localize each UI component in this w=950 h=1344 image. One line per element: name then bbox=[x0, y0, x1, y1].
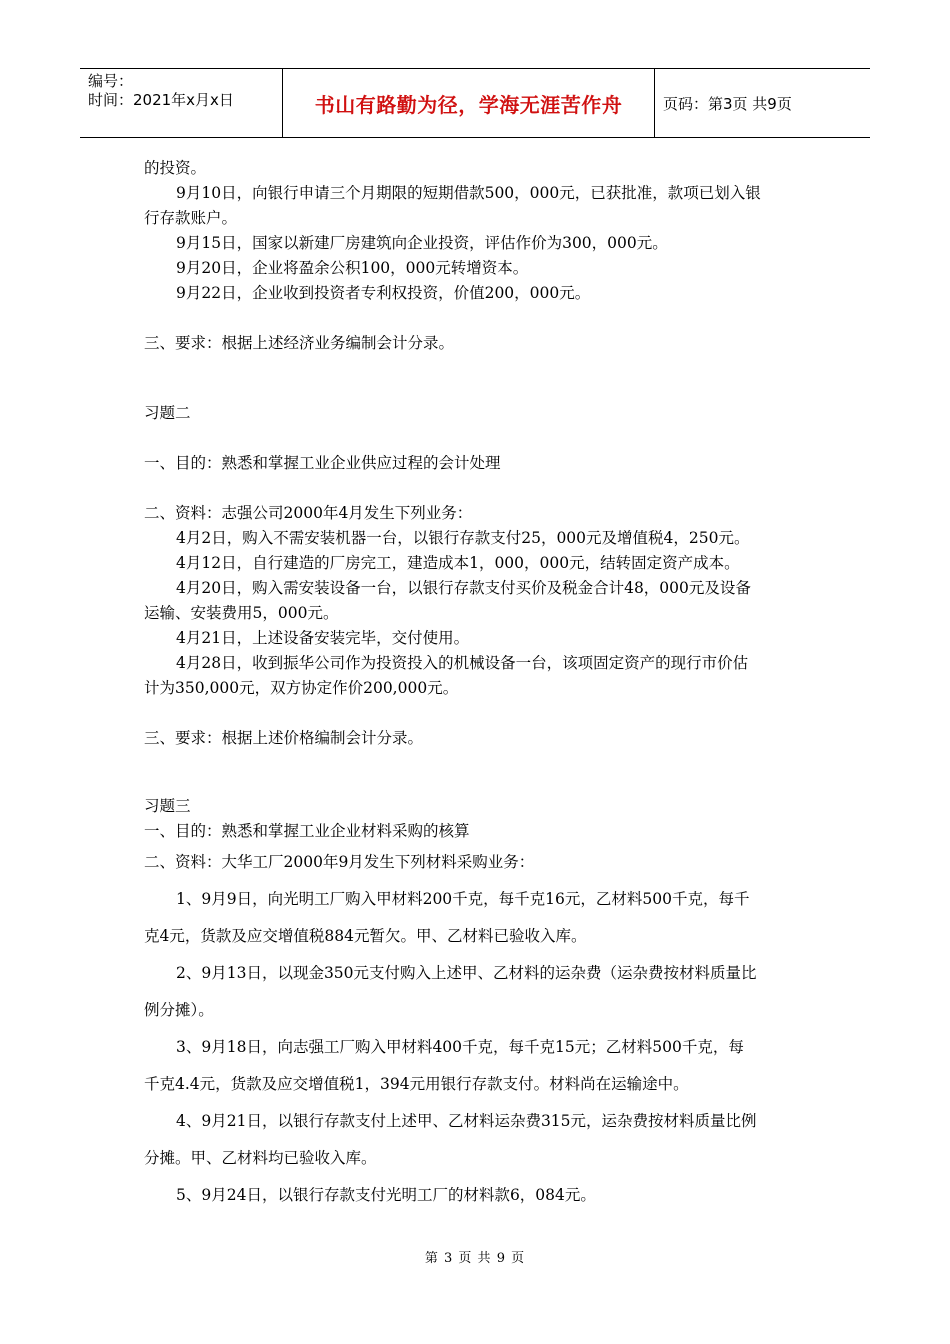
paragraph-continuation: 运输、安装费用5，000元。 bbox=[144, 604, 339, 622]
page-header bbox=[80, 68, 870, 138]
objective-heading: 一、目的：熟悉和掌握工业企业材料采购的核算 bbox=[144, 822, 470, 840]
material-heading: 二、资料：志强公司2000年4月发生下列业务： bbox=[144, 504, 473, 522]
paragraph-continuation: 计为350,000元，双方协定作价200,000元。 bbox=[144, 679, 459, 697]
header-meta-cell bbox=[80, 69, 283, 137]
paragraph: 1、9月9日，向光明工厂购入甲材料200千克，每千克16元，乙材料500千克，每千 bbox=[176, 890, 750, 908]
page-info: 页码：第3页 共9页 bbox=[663, 94, 792, 113]
paragraph-continuation: 分摊。甲、乙材料均已验收入库。 bbox=[144, 1149, 377, 1167]
paragraph: 4月12日，自行建造的厂房完工，建造成本1，000，000元，结转固定资产成本。 bbox=[176, 554, 740, 572]
paragraph: 4月21日，上述设备安装完毕，交付使用。 bbox=[176, 629, 470, 647]
requirement-heading: 三、要求：根据上述经济业务编制会计分录。 bbox=[144, 334, 455, 352]
paragraph: 9月20日，企业将盈余公积100，000元转增资本。 bbox=[176, 259, 529, 277]
paragraph: 5、9月24日，以银行存款支付光明工厂的材料款6，084元。 bbox=[176, 1186, 596, 1204]
objective-heading: 一、目的：熟悉和掌握工业企业供应过程的会计处理 bbox=[144, 454, 501, 472]
paragraph-continuation: 例分摊）。 bbox=[144, 1001, 214, 1019]
exercise-title: 习题三 bbox=[144, 797, 191, 815]
material-heading: 二、资料：大华工厂2000年9月发生下列材料采购业务： bbox=[144, 853, 535, 871]
paragraph: 4月20日，购入需安装设备一台，以银行存款支付买价及税金合计48，000元及设备 bbox=[176, 579, 751, 597]
paragraph: 4月28日，收到振华公司作为投资投入的机械设备一台，该项固定资产的现行市价估 bbox=[176, 654, 749, 672]
paragraph-continuation: 克4元，货款及应交增值税884元暂欠。甲、乙材料已验收入库。 bbox=[144, 927, 587, 945]
paragraph: 9月22日，企业收到投资者专利权投资，价值200，000元。 bbox=[176, 284, 591, 302]
exercise-title: 习题二 bbox=[144, 404, 191, 422]
paragraph: 9月15日，国家以新建厂房建筑向企业投资，评估作价为300，000元。 bbox=[176, 234, 668, 252]
paragraph: 2、9月13日，以现金350元支付购入上述甲、乙材料的运杂费（运杂费按材料质量比 bbox=[176, 964, 757, 982]
document-body bbox=[144, 156, 810, 1214]
paragraph-continuation: 千克4.4元，货款及应交增值税1，394元用银行存款支付。材料尚在运输途中。 bbox=[144, 1075, 689, 1093]
paragraph: 3、9月18日，向志强工厂购入甲材料400千克，每千克15元；乙材料500千克，每 bbox=[176, 1038, 744, 1056]
motto-text: 书山有路勤为径，学海无涯苦作舟 bbox=[314, 92, 623, 117]
paragraph: 4、9月21日，以银行存款支付上述甲、乙材料运杂费315元，运杂费按材料质量比例 bbox=[176, 1112, 757, 1130]
header-page-cell bbox=[655, 69, 870, 137]
time-label: 时间：2021年x月x日 bbox=[88, 91, 234, 109]
number-label: 编号： bbox=[88, 72, 134, 90]
header-motto-cell bbox=[283, 69, 655, 137]
paragraph: 9月10日，向银行申请三个月期限的短期借款500，000元，已获批准，款项已划入银 bbox=[176, 184, 761, 202]
requirement-heading: 三、要求：根据上述价格编制会计分录。 bbox=[144, 729, 424, 747]
paragraph-continuation: 行存款账户。 bbox=[144, 209, 238, 227]
page-footer: 第 3 页 共 9 页 bbox=[424, 1251, 526, 1266]
paragraph: 4月2日，购入不需安装机器一台，以银行存款支付25，000元及增值税4，250元。 bbox=[176, 529, 750, 547]
paragraph: 的投资。 bbox=[144, 159, 207, 177]
